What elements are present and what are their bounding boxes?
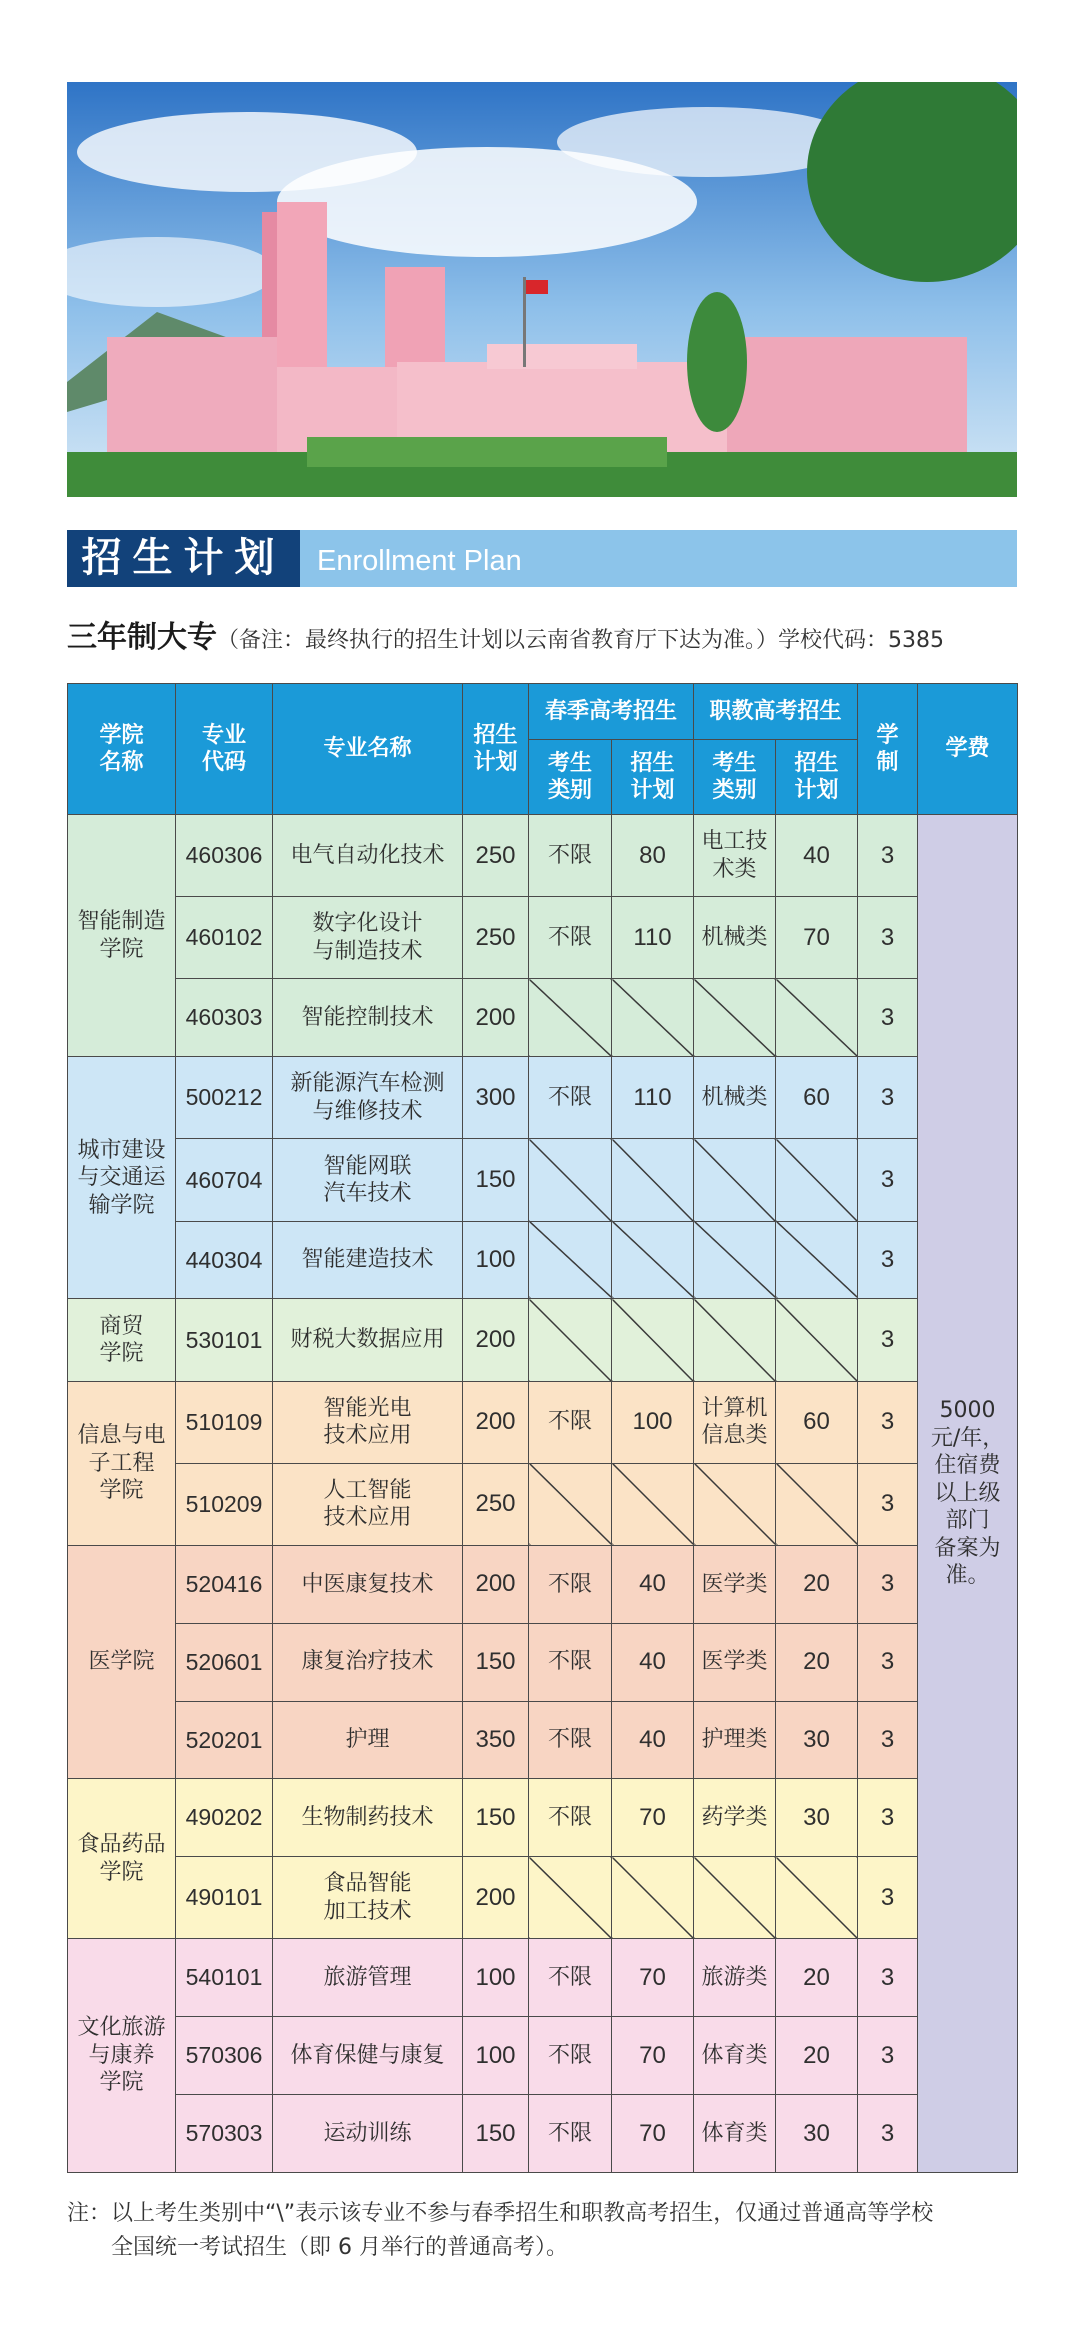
major-code: 460303 (176, 979, 273, 1057)
voc-plan (776, 1139, 858, 1221)
footnote (67, 2197, 1027, 2265)
voc-plan: 30 (776, 1701, 858, 1779)
total-plan: 150 (463, 1623, 529, 1701)
header-college: 学院 名称 (68, 684, 176, 815)
table-row (68, 1463, 1018, 1545)
total-plan: 350 (463, 1701, 529, 1779)
spring-plan: 40 (612, 1546, 694, 1624)
major-name: 生物制药技术 (273, 1779, 463, 1857)
spring-exam-type: 不限 (529, 1701, 612, 1779)
spring-exam-type (529, 1463, 612, 1545)
college-name: 食品药品 学院 (68, 1779, 176, 1939)
spring-plan: 70 (612, 1939, 694, 2017)
spring-exam-type (529, 1221, 612, 1299)
table-row (68, 1381, 1018, 1463)
spring-plan (612, 1139, 694, 1221)
voc-plan: 20 (776, 1939, 858, 2017)
spring-exam-type: 不限 (529, 2095, 612, 2173)
footnote-line-1: 注：以上考生类别中“\”表示该专业不参与春季招生和职教高考招生，仅通过普通高等学校 (67, 2201, 934, 2226)
major-name: 食品智能 加工技术 (273, 1857, 463, 1939)
table-row (68, 1857, 1018, 1939)
voc-exam-type (694, 1463, 776, 1545)
total-plan: 250 (463, 1463, 529, 1545)
table-row (68, 1779, 1018, 1857)
study-years: 3 (858, 1779, 918, 1857)
spring-exam-type: 不限 (529, 1623, 612, 1701)
voc-plan (776, 1221, 858, 1299)
spring-exam-type: 不限 (529, 1779, 612, 1857)
total-plan: 200 (463, 1381, 529, 1463)
spring-plan (612, 1463, 694, 1545)
spring-plan: 70 (612, 2017, 694, 2095)
major-name: 运动训练 (273, 2095, 463, 2173)
total-plan: 100 (463, 2017, 529, 2095)
major-name: 智能控制技术 (273, 979, 463, 1057)
major-code: 460102 (176, 897, 273, 979)
spring-plan: 110 (612, 1057, 694, 1139)
voc-exam-type: 旅游类 (694, 1939, 776, 2017)
study-years: 3 (858, 2095, 918, 2173)
voc-plan (776, 1299, 858, 1381)
header-voc-plan: 招生 计划 (776, 740, 858, 815)
total-plan: 200 (463, 1299, 529, 1381)
table-row (68, 2095, 1018, 2173)
major-code: 490202 (176, 1779, 273, 1857)
spring-exam-type (529, 1139, 612, 1221)
footnote-line-2: 全国统一考试招生（即 6 月举行的普通高考）。 (111, 2235, 568, 2260)
total-plan: 300 (463, 1057, 529, 1139)
college-name: 城市建设 与交通运 输学院 (68, 1057, 176, 1299)
voc-exam-type (694, 1857, 776, 1939)
voc-exam-type: 护理类 (694, 1701, 776, 1779)
major-name: 体育保健与康复 (273, 2017, 463, 2095)
study-years: 3 (858, 1221, 918, 1299)
voc-exam-type: 医学类 (694, 1623, 776, 1701)
major-name: 智能光电 技术应用 (273, 1381, 463, 1463)
table-body (68, 815, 1018, 2173)
major-name: 智能建造技术 (273, 1221, 463, 1299)
major-code: 530101 (176, 1299, 273, 1381)
voc-plan: 20 (776, 1546, 858, 1624)
header-major: 专业名称 (273, 684, 463, 815)
spring-plan (612, 979, 694, 1057)
major-code: 570306 (176, 2017, 273, 2095)
study-years: 3 (858, 1623, 918, 1701)
program-subtitle (67, 612, 1027, 656)
spring-exam-type: 不限 (529, 2017, 612, 2095)
table-row (68, 1139, 1018, 1221)
total-plan: 200 (463, 1546, 529, 1624)
voc-exam-type (694, 979, 776, 1057)
voc-plan: 70 (776, 897, 858, 979)
college-name: 信息与电 子工程 学院 (68, 1381, 176, 1545)
study-years: 3 (858, 1546, 918, 1624)
table-row (68, 979, 1018, 1057)
header-spring-type: 考生 类别 (529, 740, 612, 815)
table-row (68, 1299, 1018, 1381)
voc-exam-type: 电工技 术类 (694, 815, 776, 897)
spring-exam-type: 不限 (529, 1057, 612, 1139)
voc-exam-type (694, 1139, 776, 1221)
table-row (68, 2017, 1018, 2095)
section-title-english: Enrollment Plan (317, 545, 522, 577)
voc-plan (776, 1857, 858, 1939)
table-row (68, 815, 1018, 897)
voc-plan (776, 1463, 858, 1545)
study-years: 3 (858, 1939, 918, 2017)
major-name: 人工智能 技术应用 (273, 1463, 463, 1545)
voc-plan: 40 (776, 815, 858, 897)
major-code: 510209 (176, 1463, 273, 1545)
voc-exam-type: 药学类 (694, 1779, 776, 1857)
voc-plan: 60 (776, 1057, 858, 1139)
major-name: 数字化设计 与制造技术 (273, 897, 463, 979)
header-years: 学 制 (858, 684, 918, 815)
major-code: 520601 (176, 1623, 273, 1701)
voc-exam-type (694, 1299, 776, 1381)
major-code: 440304 (176, 1221, 273, 1299)
header-voc-group: 职教高考招生 (694, 684, 858, 740)
table-row (68, 1221, 1018, 1299)
voc-exam-type: 体育类 (694, 2095, 776, 2173)
spring-exam-type: 不限 (529, 1939, 612, 2017)
voc-plan (776, 979, 858, 1057)
spring-plan (612, 1221, 694, 1299)
spring-exam-type (529, 979, 612, 1057)
total-plan: 150 (463, 1139, 529, 1221)
voc-exam-type: 计算机 信息类 (694, 1381, 776, 1463)
tuition-fee: 5000 元/年， 住宿费 以上级 部门 备案为 准。 (918, 815, 1018, 2173)
study-years: 3 (858, 1057, 918, 1139)
spring-plan: 70 (612, 2095, 694, 2173)
college-name: 智能制造 学院 (68, 815, 176, 1057)
study-years: 3 (858, 897, 918, 979)
major-code: 460704 (176, 1139, 273, 1221)
table-row (68, 1623, 1018, 1701)
major-code: 490101 (176, 1857, 273, 1939)
header-fee: 学费 (918, 684, 1018, 815)
spring-exam-type: 不限 (529, 897, 612, 979)
header-voc-type: 考生 类别 (694, 740, 776, 815)
total-plan: 150 (463, 1779, 529, 1857)
spring-plan: 70 (612, 1779, 694, 1857)
spring-exam-type: 不限 (529, 1381, 612, 1463)
spring-exam-type (529, 1299, 612, 1381)
header-code: 专业 代码 (176, 684, 273, 815)
major-code: 520416 (176, 1546, 273, 1624)
total-plan: 100 (463, 1939, 529, 2017)
major-code: 500212 (176, 1057, 273, 1139)
table-row (68, 1546, 1018, 1624)
spring-plan (612, 1299, 694, 1381)
voc-exam-type: 机械类 (694, 1057, 776, 1139)
spring-exam-type (529, 1857, 612, 1939)
major-name: 电气自动化技术 (273, 815, 463, 897)
major-name: 中医康复技术 (273, 1546, 463, 1624)
voc-plan: 60 (776, 1381, 858, 1463)
table-row (68, 1939, 1018, 2017)
section-banner (67, 530, 1017, 587)
voc-plan: 30 (776, 1779, 858, 1857)
college-name: 医学院 (68, 1546, 176, 1779)
college-name: 文化旅游 与康养 学院 (68, 1939, 176, 2173)
major-code: 570303 (176, 2095, 273, 2173)
spring-plan: 80 (612, 815, 694, 897)
table-row (68, 897, 1018, 979)
table-row (68, 1701, 1018, 1779)
table-row (68, 1057, 1018, 1139)
campus-photo (67, 82, 1017, 497)
study-years: 3 (858, 1381, 918, 1463)
major-name: 财税大数据应用 (273, 1299, 463, 1381)
study-years: 3 (858, 2017, 918, 2095)
study-years: 3 (858, 815, 918, 897)
campus-photo-illustration (67, 82, 1017, 497)
study-years: 3 (858, 1857, 918, 1939)
major-code: 460306 (176, 815, 273, 897)
major-code: 540101 (176, 1939, 273, 2017)
study-years: 3 (858, 1463, 918, 1545)
total-plan: 250 (463, 815, 529, 897)
major-code: 520201 (176, 1701, 273, 1779)
spring-plan (612, 1857, 694, 1939)
header-spring-plan: 招生 计划 (612, 740, 694, 815)
voc-exam-type: 医学类 (694, 1546, 776, 1624)
spring-plan: 100 (612, 1381, 694, 1463)
spring-exam-type: 不限 (529, 1546, 612, 1624)
major-name: 新能源汽车检测 与维修技术 (273, 1057, 463, 1139)
total-plan: 200 (463, 979, 529, 1057)
spring-plan: 110 (612, 897, 694, 979)
voc-plan: 20 (776, 2017, 858, 2095)
total-plan: 250 (463, 897, 529, 979)
college-name: 商贸 学院 (68, 1299, 176, 1381)
spring-exam-type: 不限 (529, 815, 612, 897)
program-type: 三年制大专 (67, 620, 217, 655)
study-years: 3 (858, 1701, 918, 1779)
major-name: 智能网联 汽车技术 (273, 1139, 463, 1221)
voc-exam-type: 机械类 (694, 897, 776, 979)
total-plan: 200 (463, 1857, 529, 1939)
total-plan: 100 (463, 1221, 529, 1299)
spring-plan: 40 (612, 1623, 694, 1701)
enrollment-plan-table (67, 683, 1018, 2173)
study-years: 3 (858, 1139, 918, 1221)
major-name: 康复治疗技术 (273, 1623, 463, 1701)
voc-plan: 20 (776, 1623, 858, 1701)
header-spring-group: 春季高考招生 (529, 684, 694, 740)
spring-plan: 40 (612, 1701, 694, 1779)
voc-exam-type (694, 1221, 776, 1299)
study-years: 3 (858, 979, 918, 1057)
voc-plan: 30 (776, 2095, 858, 2173)
major-name: 护理 (273, 1701, 463, 1779)
voc-exam-type: 体育类 (694, 2017, 776, 2095)
header-plan: 招生 计划 (463, 684, 529, 815)
study-years: 3 (858, 1299, 918, 1381)
major-name: 旅游管理 (273, 1939, 463, 2017)
total-plan: 150 (463, 2095, 529, 2173)
major-code: 510109 (176, 1381, 273, 1463)
program-note: （备注：最终执行的招生计划以云南省教育厅下达为准。）学校代码：5385 (217, 628, 944, 653)
section-title: 招生计划 (67, 530, 300, 587)
